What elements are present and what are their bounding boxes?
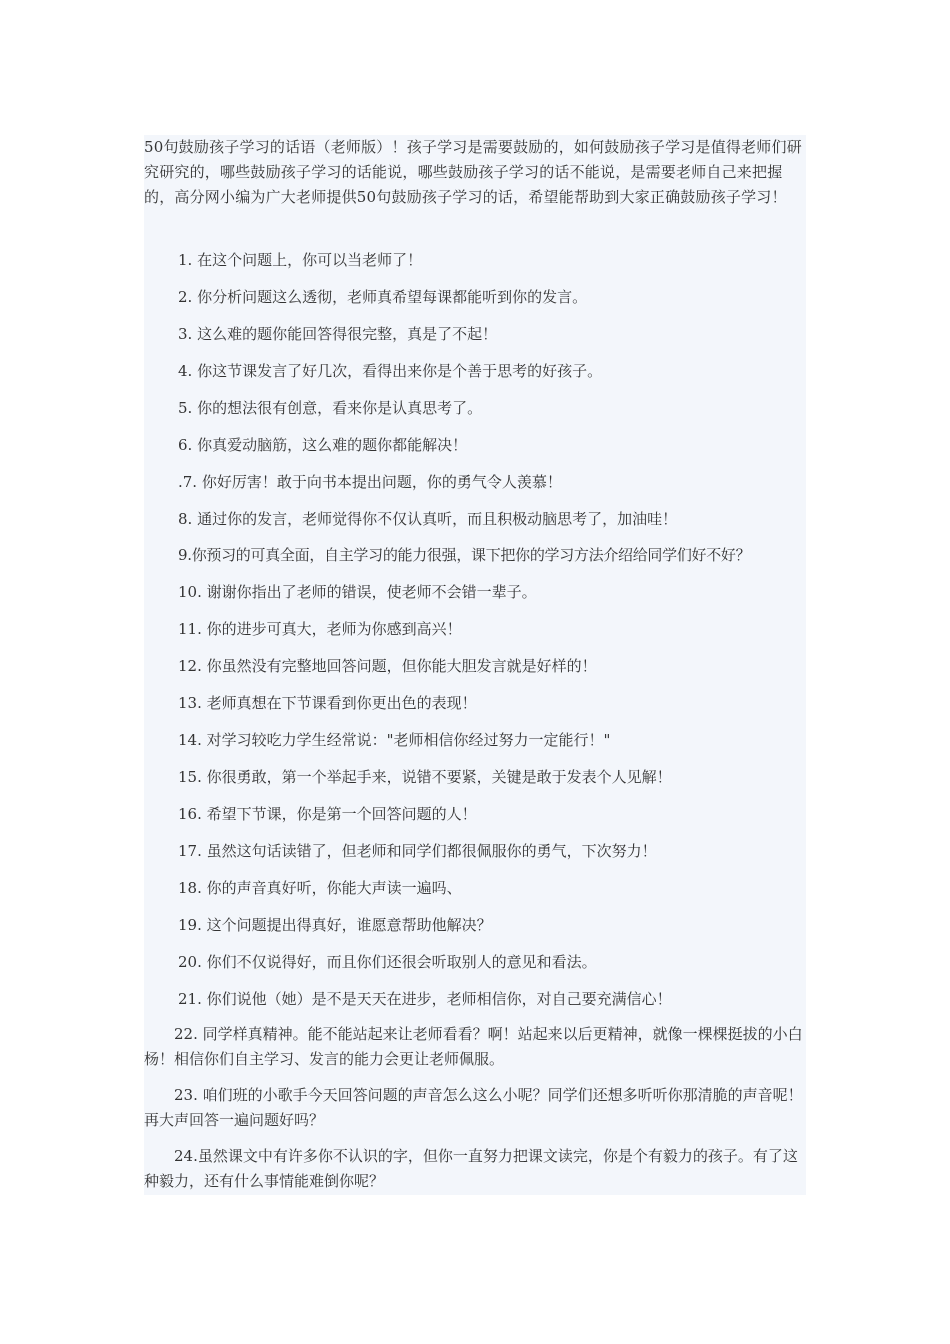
list-item: 4. 你这节课发言了好几次，看得出来你是个善于思考的好孩子。 — [178, 362, 603, 380]
list-item: .7. 你好厉害！敢于向书本提出问题，你的勇气令人羡慕！ — [178, 473, 562, 491]
list-item: 11. 你的进步可真大，老师为你感到高兴！ — [178, 620, 462, 638]
list-item: 24.虽然课文中有许多你不认识的字，但你一直努力把课文读完，你是个有毅力的孩子。有了这种毅力，还有什么事情能难倒你呢？ — [144, 1147, 798, 1190]
list-item: 18. 你的声音真好听，你能大声读一遍吗、 — [178, 879, 462, 897]
list-item: 8. 通过你的发言，老师觉得你不仅认真听，而且积极动脑思考了，加油哇！ — [178, 510, 678, 528]
list-item: 17. 虽然这句话读错了，但老师和同学们都很佩服你的勇气，下次努力！ — [178, 842, 657, 860]
list-item: 22. 同学样真精神。能不能站起来让老师看看？啊！站起来以后更精神，就像一棵棵挺拔的小白杨！相信你们自主学习、发言的能力会更让老师佩服。 — [144, 1025, 803, 1068]
list-item: 3. 这么难的题你能回答得很完整，真是了不起！ — [178, 325, 498, 343]
intro-paragraph: 50句鼓励孩子学习的话语（老师版）！孩子学习是需要鼓励的，如何鼓励孩子学习是值得老师们研究研究的，哪些鼓励孩子学习的话能说，哪些鼓励孩子学习的话不能说，是需要老师自己来把握的，高分网小编为广大老师提供50句鼓励孩子学习的话，希望能帮助到大家正确鼓励孩子学习！ — [144, 138, 802, 206]
list-item: 1. 在这个问题上，你可以当老师了！ — [178, 251, 423, 269]
list-item: 10. 谢谢你指出了老师的错误，使老师不会错一辈子。 — [178, 583, 537, 601]
list-item: 19. 这个问题提出得真好，谁愿意帮助他解决？ — [178, 916, 492, 934]
list-item: 15. 你很勇敢，第一个举起手来，说错不要紧，关键是敢于发表个人见解！ — [178, 768, 672, 786]
list-item: 6. 你真爱动脑筋，这么难的题你都能解决！ — [178, 436, 468, 454]
document-body — [144, 135, 806, 1195]
list-item: 2. 你分析问题这么透彻，老师真希望每课都能听到你的发言。 — [178, 288, 588, 306]
list-item: 9.你预习的可真全面，自主学习的能力很强，课下把你的学习方法介绍给同学们好不好？ — [178, 546, 751, 564]
list-item: 14. 对学习较吃力学生经常说："老师相信你经过努力一定能行！" — [178, 731, 611, 749]
list-item: 23. 咱们班的小歌手今天回答问题的声音怎么这么小呢？同学们还想多听听你那清脆的声音呢！再大声回答一遍问题好吗？ — [144, 1086, 803, 1129]
list-item: 12. 你虽然没有完整地回答问题，但你能大胆发言就是好样的！ — [178, 657, 597, 675]
list-item: 13. 老师真想在下节课看到你更出色的表现！ — [178, 694, 477, 712]
list-item: 21. 你们说他（她）是不是天天在进步，老师相信你，对自己要充满信心！ — [178, 990, 672, 1008]
list-item: 5. 你的想法很有创意，看来你是认真思考了。 — [178, 399, 483, 417]
list-item: 20. 你们不仅说得好，而且你们还很会听取别人的意见和看法。 — [178, 953, 597, 971]
list-item: 16. 希望下节课，你是第一个回答问题的人！ — [178, 805, 477, 823]
